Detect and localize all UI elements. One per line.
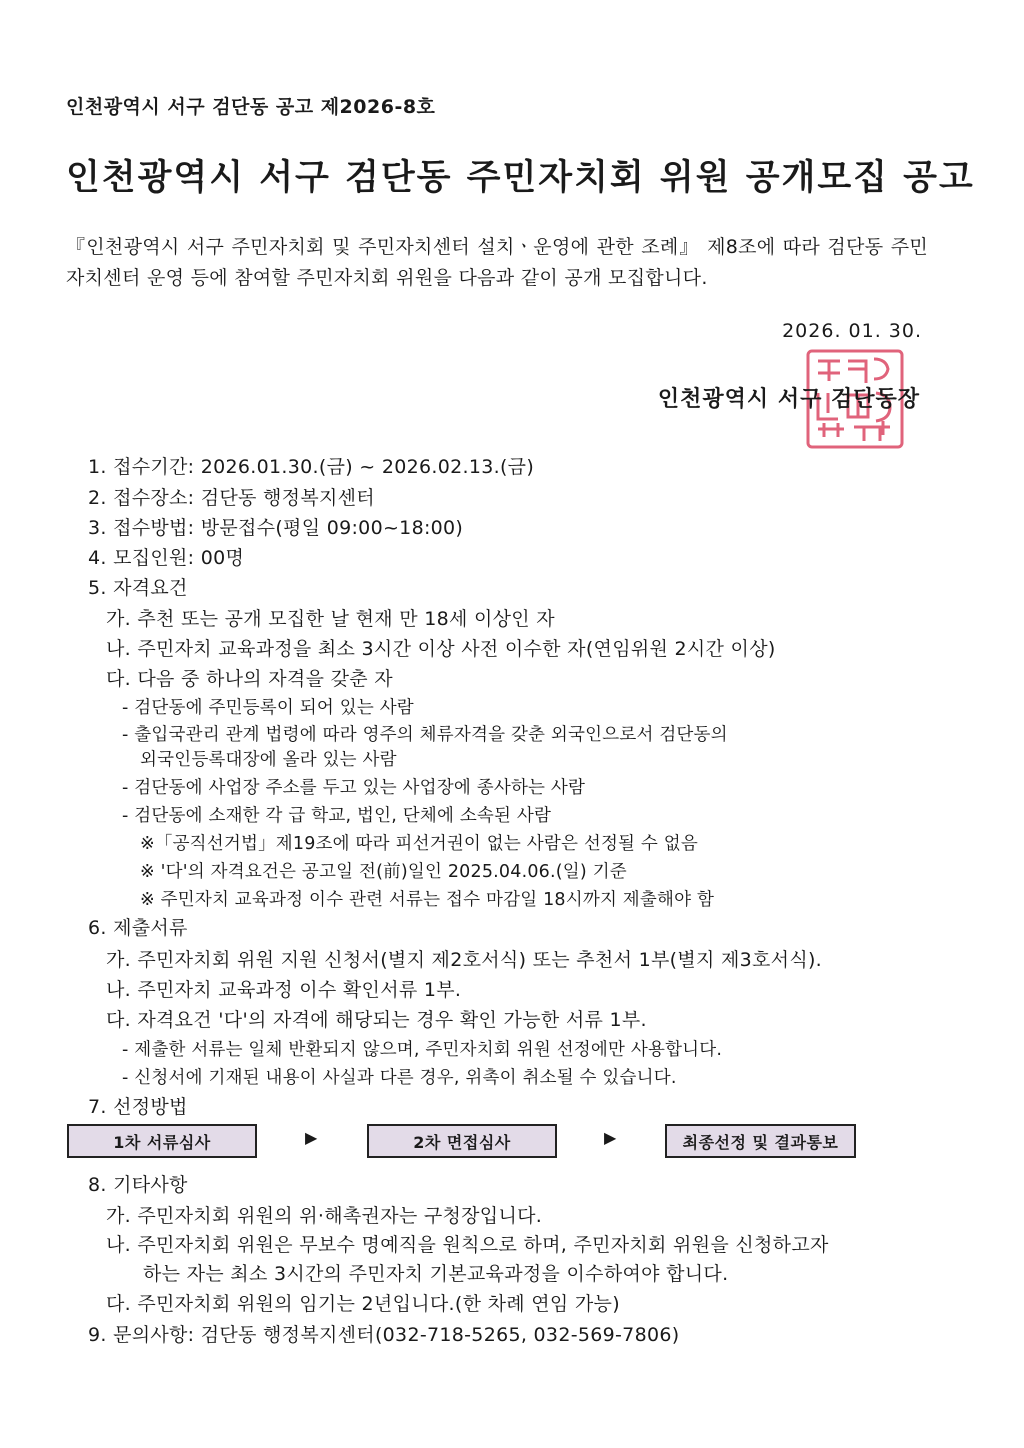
qualification-note-1: ※「공직선거법」제19조에 따라 피선거권이 없는 사람은 선정될 수 없음 <box>140 834 698 854</box>
document-c: 다. 자격요건 '다'의 자격에 해당되는 경우 확인 가능한 서류 1부. <box>106 1009 647 1031</box>
process-arrow-icon: ▶ <box>305 1128 318 1147</box>
item-reception-period: 1. 접수기간: 2026.01.30.(금) ~ 2026.02.13.(금) <box>88 456 535 478</box>
process-arrow-icon: ▶ <box>604 1128 617 1147</box>
qualification-c: 다. 다음 중 하나의 자격을 갖춘 자 <box>106 668 393 690</box>
item-recruit-count: 4. 모집인원: 00명 <box>88 547 245 569</box>
qualification-c-4: - 검단동에 소재한 각 급 학교, 법인, 단체에 소속된 사람 <box>122 806 552 826</box>
page-title: 인천광역시 서구 검단동 주민자치회 위원 공개모집 공고 <box>66 158 975 198</box>
qualification-note-2: ※ '다'의 자격요건은 공고일 전(前)일인 2025.04.06.(일) 기준 <box>140 862 627 882</box>
item-reception-method: 3. 접수방법: 방문접수(평일 09:00~18:00) <box>88 517 464 539</box>
other-a: 가. 주민자치회 위원의 위·해촉권자는 구청장입니다. <box>106 1205 543 1227</box>
document-b: 나. 주민자치 교육과정 이수 확인서류 1부. <box>106 979 462 1001</box>
process-step-final-selection: 최종선정 및 결과통보 <box>665 1124 856 1158</box>
qualification-c-1: - 검단동에 주민등록이 되어 있는 사람 <box>122 698 414 718</box>
item-reception-place: 2. 접수장소: 검단동 행정복지센터 <box>88 487 375 509</box>
notice-date: 2026. 01. 30. <box>782 320 922 342</box>
item-inquiries: 9. 문의사항: 검단동 행정복지센터(032-718-5265, 032-569-7806) <box>88 1324 680 1346</box>
item-selection-method: 7. 선정방법 <box>88 1096 188 1118</box>
qualification-c-3: - 검단동에 사업장 주소를 두고 있는 사업장에 종사하는 사람 <box>122 778 586 798</box>
other-b: 나. 주민자치회 위원은 무보수 명예직을 원칙으로 하며, 주민자치회 위원을 신청하고자 <box>106 1234 829 1256</box>
issuer-name: 인천광역시 서구 검단동장 <box>657 387 920 412</box>
item-documents: 6. 제출서류 <box>88 917 188 939</box>
item-qualifications: 5. 자격요건 <box>88 577 188 599</box>
process-step-interview: 2차 면접심사 <box>367 1124 557 1158</box>
qualification-c-2: - 출입국관리 관계 법령에 따라 영주의 체류자격을 갖춘 외국인으로서 검단동의 <box>122 725 728 745</box>
qualification-note-3: ※ 주민자치 교육과정 이수 관련 서류는 접수 마감일 18시까지 제출해야 함 <box>140 890 715 910</box>
document-a: 가. 주민자치회 위원 지원 신청서(별지 제2호서식) 또는 추천서 1부(별지 제3호서식). <box>106 949 823 971</box>
intro-paragraph: 『인천광역시 서구 주민자치회 및 주민자치센터 설치ㆍ운영에 관한 조례』 제8조에 따라 검단동 주민자치센터 운영 등에 참여할 주민자치회 위원을 다음과 같이 공개 모집합니다. <box>66 236 928 289</box>
other-c: 다. 주민자치회 위원의 임기는 2년입니다.(한 차례 연임 가능) <box>106 1293 620 1315</box>
qualification-b: 나. 주민자치 교육과정을 최소 3시간 이상 사전 이수한 자(연임위원 2시간 이상) <box>106 638 776 660</box>
document-note-1: - 제출한 서류는 일체 반환되지 않으며, 주민자치회 위원 선정에만 사용합니다. <box>122 1040 723 1060</box>
notice-number: 인천광역시 서구 검단동 공고 제2026-8호 <box>66 96 436 118</box>
document-note-2: - 신청서에 기재된 내용이 사실과 다른 경우, 위촉이 취소될 수 있습니다. <box>122 1068 677 1088</box>
qualification-c-2-cont: 외국인등록대장에 올라 있는 사람 <box>140 750 397 770</box>
process-step-document-review: 1차 서류심사 <box>67 1124 257 1158</box>
other-b-cont: 하는 자는 최소 3시간의 주민자치 기본교육과정을 이수하여야 합니다. <box>143 1263 729 1285</box>
item-other-matters: 8. 기타사항 <box>88 1174 188 1196</box>
qualification-a: 가. 추천 또는 공개 모집한 날 현재 만 18세 이상인 자 <box>106 608 555 630</box>
